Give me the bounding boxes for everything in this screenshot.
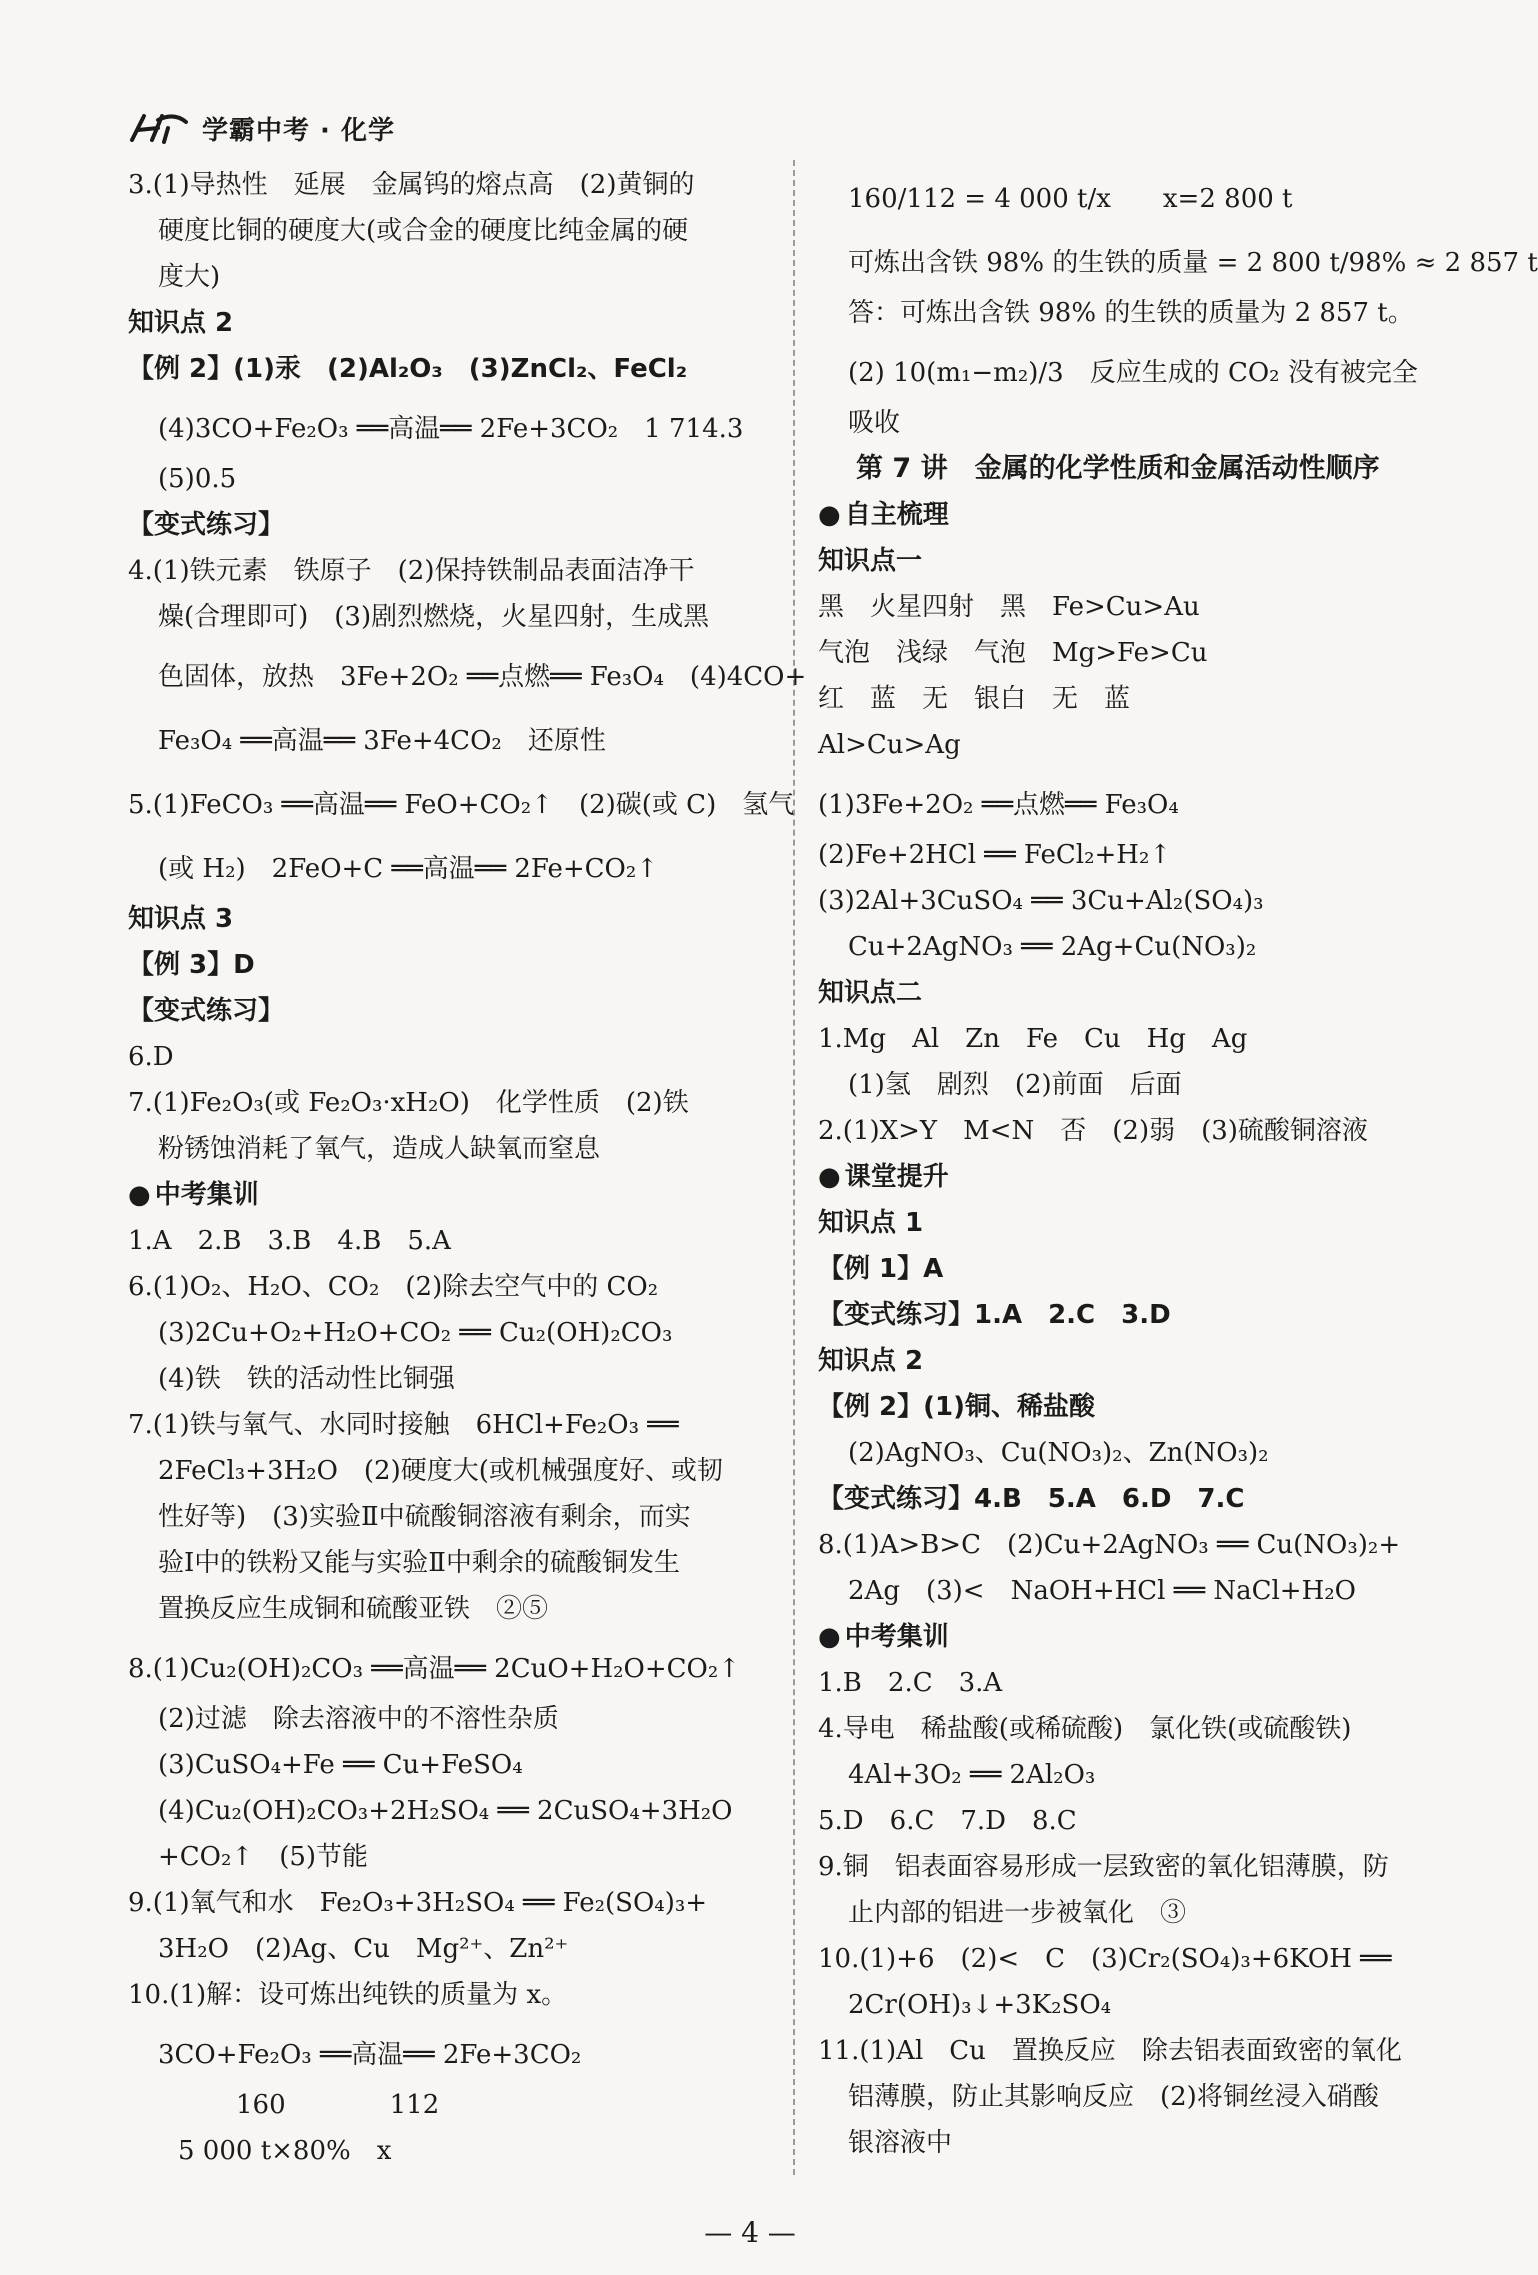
right-answer-line: 8.(1)A>B>C (2)Cu+2AgNO₃ ══ Cu(NO₃)₂+ [818, 1530, 1401, 1560]
left-answer-line: 3H₂O (2)Ag、Cu Mg²⁺、Zn²⁺ [158, 1934, 569, 1964]
left-answer-line: (3)CuSO₄+Fe ══ Cu+FeSO₄ [158, 1750, 523, 1780]
right-answer-line: 【例 2】(1)铜、稀盐酸 [818, 1392, 1095, 1422]
right-answer-line: (3)2Al+3CuSO₄ ══ 3Cu+Al₂(SO₄)₃ [818, 886, 1264, 916]
left-answer-line: (3)2Cu+O₂+H₂O+CO₂ ══ Cu₂(OH)₂CO₃ [158, 1318, 673, 1348]
left-answer-line: 燥(合理即可) (3)剧烈燃烧，火星四射，生成黑 [158, 602, 710, 632]
left-answer-line: 度大) [158, 262, 221, 292]
header-title: 学霸中考 · 化学 [202, 115, 395, 146]
right-answer-line: 铝薄膜，防止其影响反应 (2)将铜丝浸入硝酸 [848, 2082, 1379, 2112]
right-answer-line: 10.(1)+6 (2)< C (3)Cr₂(SO₄)₃+6KOH ══ [818, 1944, 1392, 1974]
left-answer-line: (4)Cu₂(OH)₂CO₃+2H₂SO₄ ══ 2CuSO₄+3H₂O [158, 1796, 733, 1826]
left-answer-line: (5)0.5 [158, 464, 237, 494]
left-answer-line: 【变式练习】 [128, 996, 285, 1026]
left-answer-line: 【例 3】D [128, 950, 255, 980]
left-answer-line: 7.(1)Fe₂O₃(或 Fe₂O₃·xH₂O) 化学性质 (2)铁 [128, 1088, 689, 1118]
left-answer-line: 7.(1)铁与氧气、水同时接触 6HCl+Fe₂O₃ ══ [128, 1410, 679, 1440]
left-answer-line: 性好等) (3)实验Ⅱ中硫酸铜溶液有剩余，而实 [158, 1502, 691, 1532]
right-answer-line: 银溶液中 [848, 2128, 953, 2158]
right-answer-line: 【变式练习】4.B 5.A 6.D 7.C [818, 1484, 1245, 1514]
left-answer-line: 2FeCl₃+3H₂O (2)硬度大(或机械强度好、或韧 [158, 1456, 723, 1486]
right-answer-line: 1.B 2.C 3.A [818, 1668, 1003, 1698]
right-answer-line: 止内部的铝进一步被氧化 ③ [848, 1898, 1187, 1928]
right-answer-line: 9.铜 铝表面容易形成一层致密的氧化铝薄膜，防 [818, 1852, 1389, 1882]
left-answer-line: 10.(1)解：设可炼出纯铁的质量为 x。 [128, 1980, 568, 2010]
left-answer-line: 6.D [128, 1042, 174, 1072]
right-answer-line: 2Ag (3)< NaOH+HCl ══ NaCl+H₂O [848, 1576, 1356, 1606]
left-answer-line: 知识点 2 [128, 308, 234, 338]
right-answer-line: (2)Fe+2HCl ══ FeCl₂+H₂↑ [818, 840, 1172, 870]
left-answer-line: 【变式练习】 [128, 510, 285, 540]
left-answer-line: 6.(1)O₂、H₂O、CO₂ (2)除去空气中的 CO₂ [128, 1272, 659, 1302]
left-answer-line: 5 000 t×80% x [178, 2136, 392, 2166]
left-answer-line: 置换反应生成铜和硫酸亚铁 ②⑤ [158, 1594, 549, 1624]
right-answer-line: 11.(1)Al Cu 置换反应 除去铝表面致密的氧化 [818, 2036, 1402, 2066]
left-answer-line: (或 H₂) 2FeO+C ══高温══ 2Fe+CO₂↑ [158, 854, 659, 884]
right-answer-line: ● 中考集训 [818, 1614, 1458, 1660]
left-answer-line: 粉锈蚀消耗了氧气，造成人缺氧而窒息 [158, 1134, 601, 1164]
right-answer-line: 吸收 [848, 408, 901, 438]
right-answer-line: (1)3Fe+2O₂ ══点燃══ Fe₃O₄ [818, 790, 1179, 820]
left-answer-line: ● 中考集训 [128, 1172, 768, 1218]
right-answer-line: ● 自主梳理 [818, 492, 1458, 538]
right-answer-line: 知识点 2 [818, 1346, 924, 1376]
right-answer-line: 知识点 1 [818, 1208, 924, 1238]
left-answer-line: 色固体，放热 3Fe+2O₂ ══点燃══ Fe₃O₄ (4)4CO+ [158, 662, 807, 692]
left-answer-line: (4)铁 铁的活动性比铜强 [158, 1364, 455, 1394]
right-answer-line: (1)氢 剧烈 (2)前面 后面 [848, 1070, 1182, 1100]
page-number: — 4 — [704, 2216, 796, 2249]
left-answer-line: +CO₂↑ (5)节能 [158, 1842, 369, 1872]
right-answer-line: 可炼出含铁 98% 的生铁的质量 = 2 800 t/98% ≈ 2 857 t [848, 248, 1538, 278]
right-answer-line: 知识点二 [818, 978, 923, 1008]
right-answer-line: 黑 火星四射 黑 Fe>Cu>Au [818, 592, 1200, 622]
right-answer-line: (2)AgNO₃、Cu(NO₃)₂、Zn(NO₃)₂ [848, 1438, 1269, 1468]
left-answer-line: 5.(1)FeCO₃ ══高温══ FeO+CO₂↑ (2)碳(或 C) 氢气 [128, 790, 795, 820]
right-answer-line: Al>Cu>Ag [818, 730, 961, 760]
right-answer-line: 2Cr(OH)₃↓+3K₂SO₄ [848, 1990, 1112, 2020]
left-answer-line: 验Ⅰ中的铁粉又能与实验Ⅱ中剩余的硫酸铜发生 [158, 1548, 680, 1578]
left-answer-line: 8.(1)Cu₂(OH)₂CO₃ ══高温══ 2CuO+H₂O+CO₂↑ [128, 1654, 741, 1684]
left-answer-line: 4.(1)铁元素 铁原子 (2)保持铁制品表面洁净干 [128, 556, 695, 586]
left-answer-line: 160 112 [158, 2090, 440, 2120]
right-answer-line: 知识点一 [818, 546, 923, 576]
right-answer-line: 1.Mg Al Zn Fe Cu Hg Ag [818, 1024, 1248, 1054]
brand-logo-icon [128, 110, 190, 146]
right-answer-line: (2) 10(m₁−m₂)/3 反应生成的 CO₂ 没有被完全 [848, 358, 1418, 388]
right-answer-line: 气泡 浅绿 气泡 Mg>Fe>Cu [818, 638, 1208, 668]
left-column [128, 162, 807, 2174]
right-answer-line: 【例 1】A [818, 1254, 944, 1284]
right-answer-line: 2.(1)X>Y M<N 否 (2)弱 (3)硫酸铜溶液 [818, 1116, 1368, 1146]
column-divider [793, 160, 795, 2175]
right-answer-line: 160/112 = 4 000 t/x x=2 800 t [848, 184, 1293, 214]
left-answer-line: (4)3CO+Fe₂O₃ ══高温══ 2Fe+3CO₂ 1 714.3 [158, 414, 744, 444]
right-answer-line: 红 蓝 无 银白 无 蓝 [818, 684, 1131, 714]
left-answer-line: 3CO+Fe₂O₃ ══高温══ 2Fe+3CO₂ [158, 2040, 582, 2070]
left-answer-line: 【例 2】(1)汞 (2)Al₂O₃ (3)ZnCl₂、FeCl₂ [128, 354, 688, 384]
page-header [128, 108, 395, 148]
right-answer-line: 答：可炼出含铁 98% 的生铁的质量为 2 857 t。 [848, 298, 1414, 328]
left-answer-line: 硬度比铜的硬度大(或合金的硬度比纯金属的硬 [158, 216, 689, 246]
right-answer-line: Cu+2AgNO₃ ══ 2Ag+Cu(NO₃)₂ [848, 932, 1257, 962]
left-answer-line: 知识点 3 [128, 904, 234, 934]
right-answer-line: 4Al+3O₂ ══ 2Al₂O₃ [848, 1760, 1096, 1790]
left-answer-line: 9.(1)氧气和水 Fe₂O₃+3H₂SO₄ ══ Fe₂(SO₄)₃+ [128, 1888, 708, 1918]
left-answer-line: 3.(1)导热性 延展 金属钨的熔点高 (2)黄铜的 [128, 170, 695, 200]
right-column [818, 162, 1538, 2166]
right-answer-line: 【变式练习】1.A 2.C 3.D [818, 1300, 1171, 1330]
left-answer-line: Fe₃O₄ ══高温══ 3Fe+4CO₂ 还原性 [158, 726, 606, 756]
left-answer-line: 1.A 2.B 3.B 4.B 5.A [128, 1226, 451, 1256]
left-answer-line: (2)过滤 除去溶液中的不溶性杂质 [158, 1704, 559, 1734]
right-answer-line: 第 7 讲 金属的化学性质和金属活动性顺序 [856, 453, 1380, 484]
right-answer-line: 4.导电 稀盐酸(或稀硫酸) 氯化铁(或硫酸铁) [818, 1714, 1352, 1744]
right-answer-line: ● 课堂提升 [818, 1154, 1458, 1200]
right-answer-line: 5.D 6.C 7.D 8.C [818, 1806, 1077, 1836]
